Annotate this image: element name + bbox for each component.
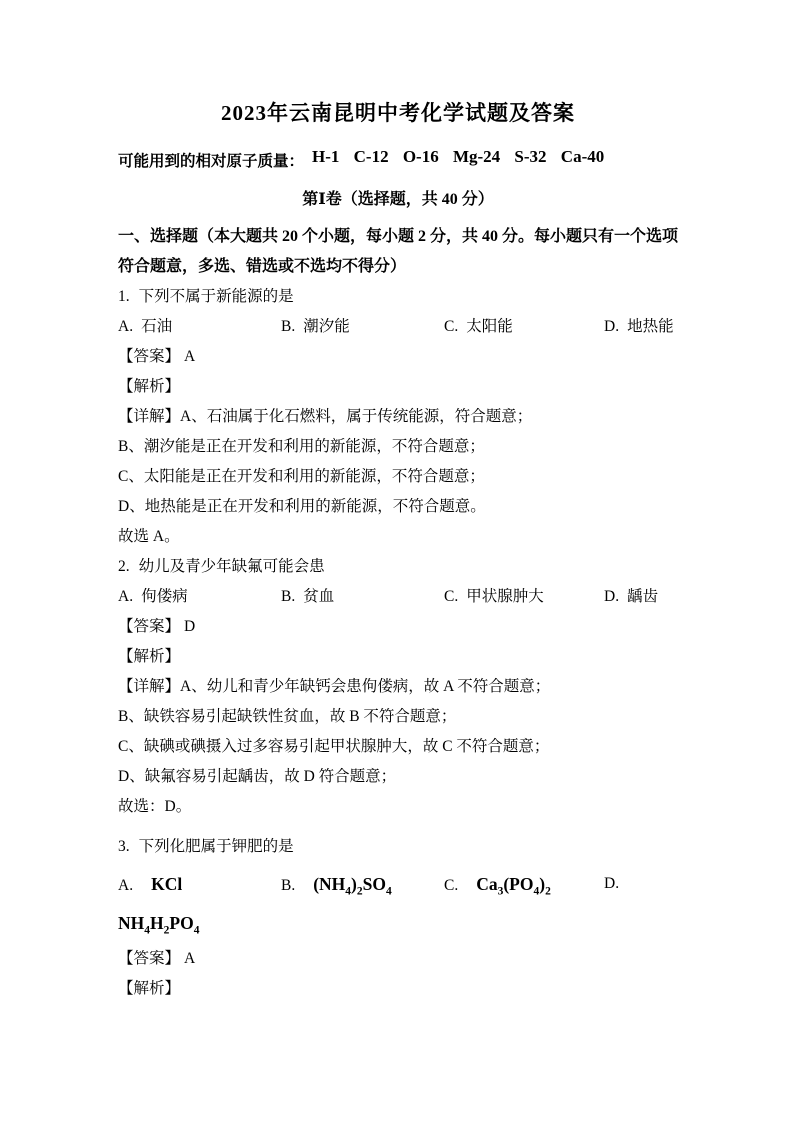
question-3-answer-line — [118, 944, 678, 974]
option-label: B. — [281, 877, 296, 894]
part1-title: 第Ⅰ卷（选择题，共 40 分） — [302, 191, 494, 208]
chemical-formula: KCl — [151, 874, 183, 894]
answer-tag: 【答案】 — [118, 950, 181, 967]
question-1-conclusion: 故选 A。 — [118, 528, 180, 545]
question-2-option-d — [604, 582, 658, 612]
question-2-conclusion: 故选：D。 — [118, 798, 192, 815]
question-3-option-b — [281, 862, 392, 906]
question-3-stem — [118, 832, 678, 862]
question-1-analysis-tag: 【解析】 — [118, 378, 181, 395]
question-1-stem-text: 下列不属于新能源的是 — [138, 288, 294, 305]
option-label: C. — [444, 318, 459, 335]
option-label: C. — [444, 877, 459, 894]
option-label: B. — [281, 588, 296, 605]
chemical-formula: $Ca_3(PO_4)_2$ — [476, 874, 551, 898]
question-3-analysis-tag: 【解析】 — [118, 980, 181, 997]
atomic-mass-list: H-1 C-12 O-16 Mg-24 S-32 Ca-40 — [312, 147, 605, 166]
chemical-formula: $NH_4H_2PO_4$ — [118, 913, 200, 937]
question-3-option-d-formula-line — [118, 906, 678, 944]
document-title: 2023年云南昆明中考化学试题及答案 — [221, 101, 575, 125]
answer-tag: 【答案】 — [118, 618, 181, 635]
question-2-stem — [118, 552, 678, 582]
option-text: 太阳能 — [466, 318, 513, 335]
atomic-mass-row — [118, 140, 678, 174]
question-2-options — [118, 582, 678, 612]
question-2-stem-text: 幼儿及青少年缺氟可能会患 — [138, 558, 325, 575]
option-text: 贫血 — [303, 588, 335, 605]
question-2-detail-line: B、缺铁容易引起缺铁性贫血，故 B 不符合题意； — [118, 708, 457, 725]
chemical-formula: $(NH_4)_2SO_4$ — [313, 874, 392, 898]
question-1-option-c — [444, 312, 513, 342]
question-3-option-c — [444, 862, 551, 906]
question-1-detail-line: 【详解】A、石油属于化石燃料，属于传统能源，符合题意； — [118, 408, 533, 425]
question-1-detail-line: C、太阳能是正在开发和利用的新能源，不符合题意； — [118, 468, 485, 485]
question-1-options — [118, 312, 678, 342]
answer-value: D — [184, 618, 196, 635]
question-1-detail-line: B、潮汐能是正在开发和利用的新能源，不符合题意； — [118, 438, 485, 455]
question-2-detail-line: D、缺氟容易引起龋齿，故 D 符合题意； — [118, 768, 397, 785]
option-label: D. — [604, 318, 620, 335]
question-2-option-c — [444, 582, 544, 612]
option-label: C. — [444, 588, 459, 605]
option-text: 石油 — [141, 318, 173, 335]
option-label: D. — [604, 875, 620, 892]
question-2-option-b — [281, 582, 334, 612]
option-text: 龋齿 — [627, 588, 659, 605]
question-3-stem-text: 下列化肥属于钾肥的是 — [138, 838, 294, 855]
option-label: D. — [604, 588, 620, 605]
question-1-stem — [118, 282, 678, 312]
question-2-analysis-tag: 【解析】 — [118, 648, 181, 665]
option-label: A. — [118, 588, 134, 605]
question-2-answer-line — [118, 612, 678, 642]
page-content — [118, 0, 678, 1004]
question-2-option-a — [118, 582, 188, 612]
option-text: 佝偻病 — [141, 588, 188, 605]
question-1-detail-line: D、地热能是正在开发和利用的新能源，不符合题意。 — [118, 498, 486, 515]
question-1-answer-line — [118, 342, 678, 372]
question-3-option-a — [118, 862, 182, 906]
atomic-mass-label: 可能用到的相对原子质量： — [118, 153, 305, 170]
question-2-detail-line: C、缺碘或碘摄入过多容易引起甲状腺肿大，故 C 不符合题意； — [118, 738, 550, 755]
option-text: 潮汐能 — [303, 318, 350, 335]
question-2-number: 2. — [118, 558, 130, 575]
option-text: 甲状腺肿大 — [466, 588, 544, 605]
section-heading: 一、选择题（本大题共 20 个小题，每小题 2 分，共 40 分。每小题只有一个选项符合题意，多选、错选或不选均不得分） — [118, 228, 679, 275]
answer-tag: 【答案】 — [118, 348, 181, 365]
option-label: A. — [118, 877, 134, 894]
question-1-option-d — [604, 312, 674, 342]
question-1-number: 1. — [118, 288, 130, 305]
question-3-number: 3. — [118, 838, 130, 855]
question-3-option-d — [604, 862, 627, 906]
option-text: 地热能 — [627, 318, 674, 335]
answer-value: A — [184, 348, 196, 365]
option-label: B. — [281, 318, 296, 335]
option-label: A. — [118, 318, 134, 335]
answer-value: A — [184, 950, 196, 967]
question-1-option-b — [281, 312, 350, 342]
question-2-detail-line: 【详解】A、幼儿和青少年缺钙会患佝偻病，故 A 不符合题意； — [118, 678, 551, 695]
question-1-option-a — [118, 312, 172, 342]
question-3-options — [118, 862, 678, 906]
